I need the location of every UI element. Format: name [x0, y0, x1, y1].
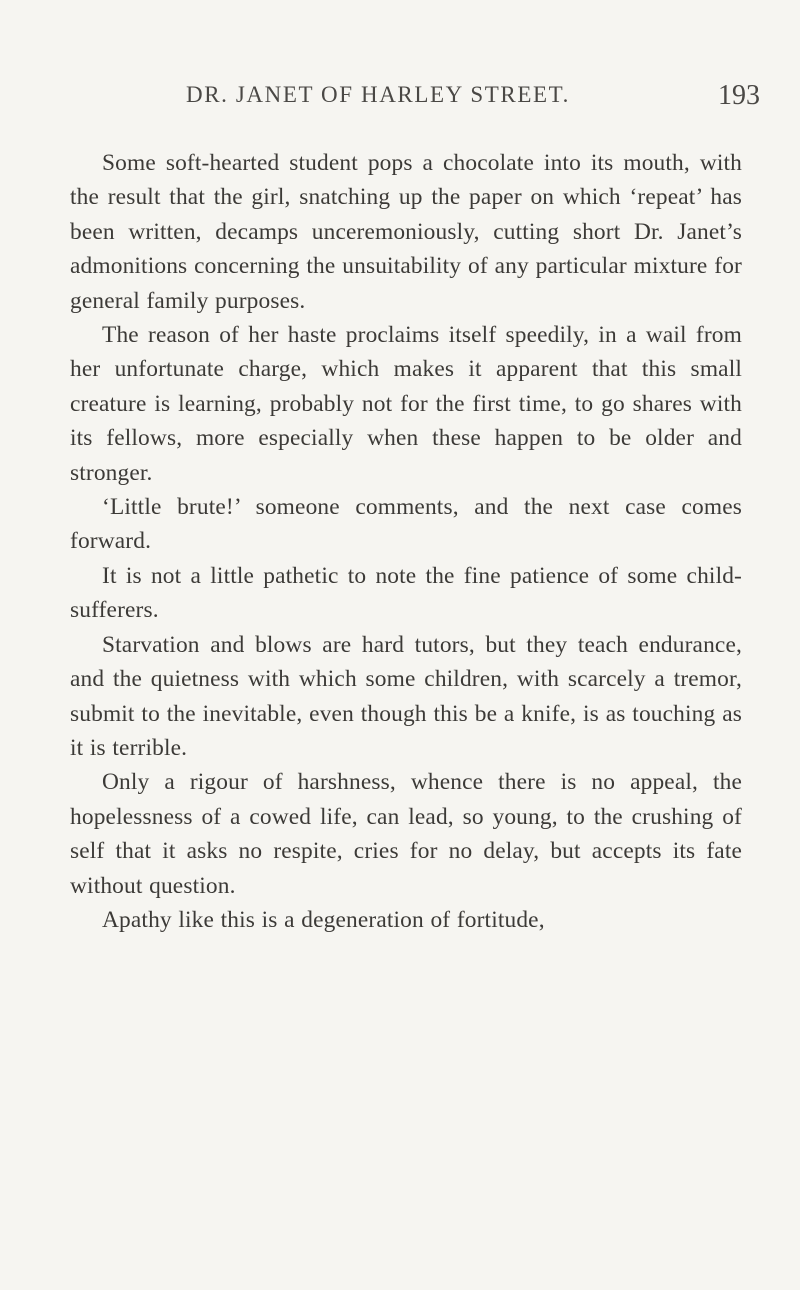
body-text — [70, 146, 742, 937]
paragraph: ‘Little brute!’ someone comments, and the next case comes forward. — [70, 494, 742, 555]
paragraph: Only a rigour of harshness, whence there is no appeal, the hopelessness of a cowed life, can lead, so young, to the crushing of self that it asks no respite, cries for no delay, but accepts its fate without question. — [70, 769, 742, 899]
paragraph: It is not a little pathetic to note the fine patience of some child-sufferers. — [70, 562, 742, 624]
paragraph: Starvation and blows are hard tutors, but they teach endurance, and the quietness with which some children, with scarcely a tremor, submit to the inevitable, even though this be a knife, is as touching as it is terrible. — [70, 631, 742, 761]
paragraph: Apathy like this is a degeneration of fortitude, — [102, 906, 545, 933]
running-head: DR. JANET OF HARLEY STREET. — [186, 82, 570, 107]
paragraph: Some soft-hearted student pops a chocolate into its mouth, with the result that the girl, snatching up the paper on which ‘repeat’ has been written, decamps unceremoniously, cutting short Dr. Janet’s admonitions concerning the unsuitability of any particular mixture for general family purposes. — [70, 150, 742, 314]
page-number: 193 — [718, 80, 760, 111]
paragraph: The reason of her haste proclaims itself speedily, in a wail from her unfortunate charge, which makes it apparent that this small creature is learning, probably not for the first time, to go shares with its fellows, more especially when these happen to be older and stronger. — [70, 322, 742, 486]
